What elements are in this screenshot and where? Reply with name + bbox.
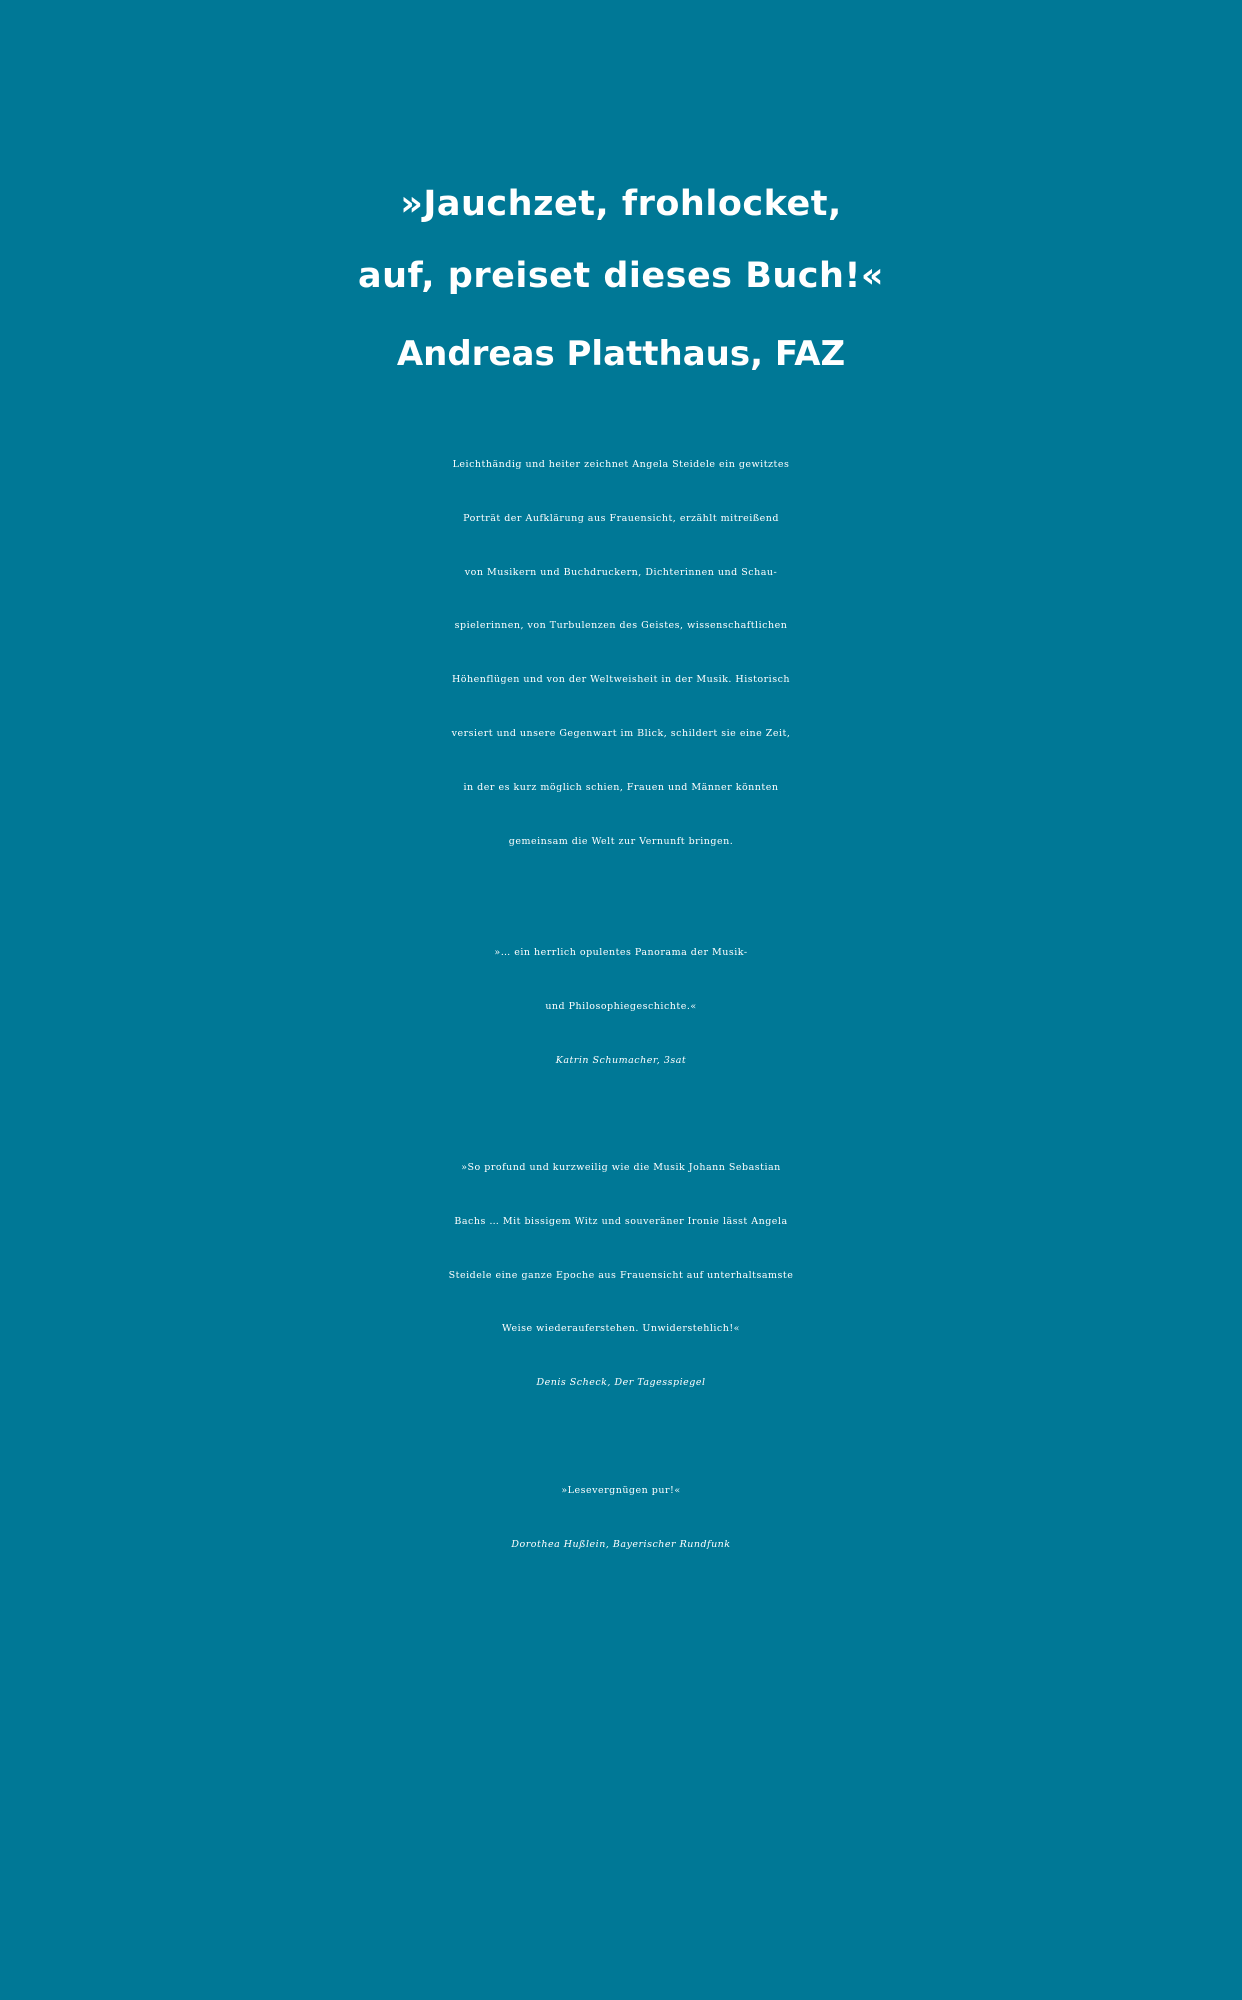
quote-source: Katrin Schumacher, 3sat	[555, 1054, 687, 1066]
review-quote	[0, 1141, 1242, 1410]
quote-line: »… ein herrlich opulentes Panorama der Musik-	[494, 947, 748, 958]
review-quote	[0, 1464, 1242, 1572]
blurb-line: Leichthändig und heiter zeichnet Angela Steidele ein gewitztes	[452, 459, 790, 470]
quote-line: »So profund und kurzweilig wie die Musik Johann Sebastian	[461, 1162, 781, 1173]
quote-line: Steidele eine ganze Epoche aus Frauensicht auf unterhaltsamste	[448, 1269, 794, 1281]
review-quote	[0, 926, 1242, 1087]
headline-quote	[0, 168, 1242, 312]
blurb-line: spielerinnen, von Turbulenzen des Geistes, wissenschaftlichen	[454, 620, 788, 632]
blurb-line: Porträt der Aufklärung aus Frauensicht, erzählt mitreißend	[463, 512, 779, 524]
blurb-line: in der es kurz möglich schien, Frauen und Männer könnten	[463, 781, 779, 793]
blurb-line: von Musikern und Buchdruckern, Dichterinnen und Schau-	[464, 566, 778, 578]
headline-line: »Jauchzet, frohlocket,	[400, 184, 842, 224]
quote-source: Dorothea Hußlein, Bayerischer Rundfunk	[511, 1538, 731, 1550]
quote-line: »Lesevergnügen pur!«	[561, 1485, 681, 1496]
headline-line: auf, preiset dieses Buch!«	[357, 256, 885, 296]
blurb-line: versiert und unsere Gegenwart im Blick, schildert sie eine Zeit,	[451, 727, 791, 739]
quote-source: Denis Scheck, Der Tagesspiegel	[536, 1377, 706, 1389]
quote-line: Bachs … Mit bissigem Witz und souveräner Ironie lässt Angela	[454, 1215, 788, 1227]
quote-line: und Philosophiegeschichte.«	[545, 1000, 697, 1012]
blurb-line: Höhenflügen und von der Weltweisheit in der Musik. Historisch	[451, 674, 791, 686]
headline-attribution: Andreas Platthaus, FAZ	[396, 334, 846, 374]
quote-line: Weise wiederauferstehen. Unwiderstehlich!«	[502, 1323, 740, 1335]
book-blurb	[0, 438, 1242, 868]
blurb-line: gemeinsam die Welt zur Vernunft bringen.	[508, 835, 734, 847]
